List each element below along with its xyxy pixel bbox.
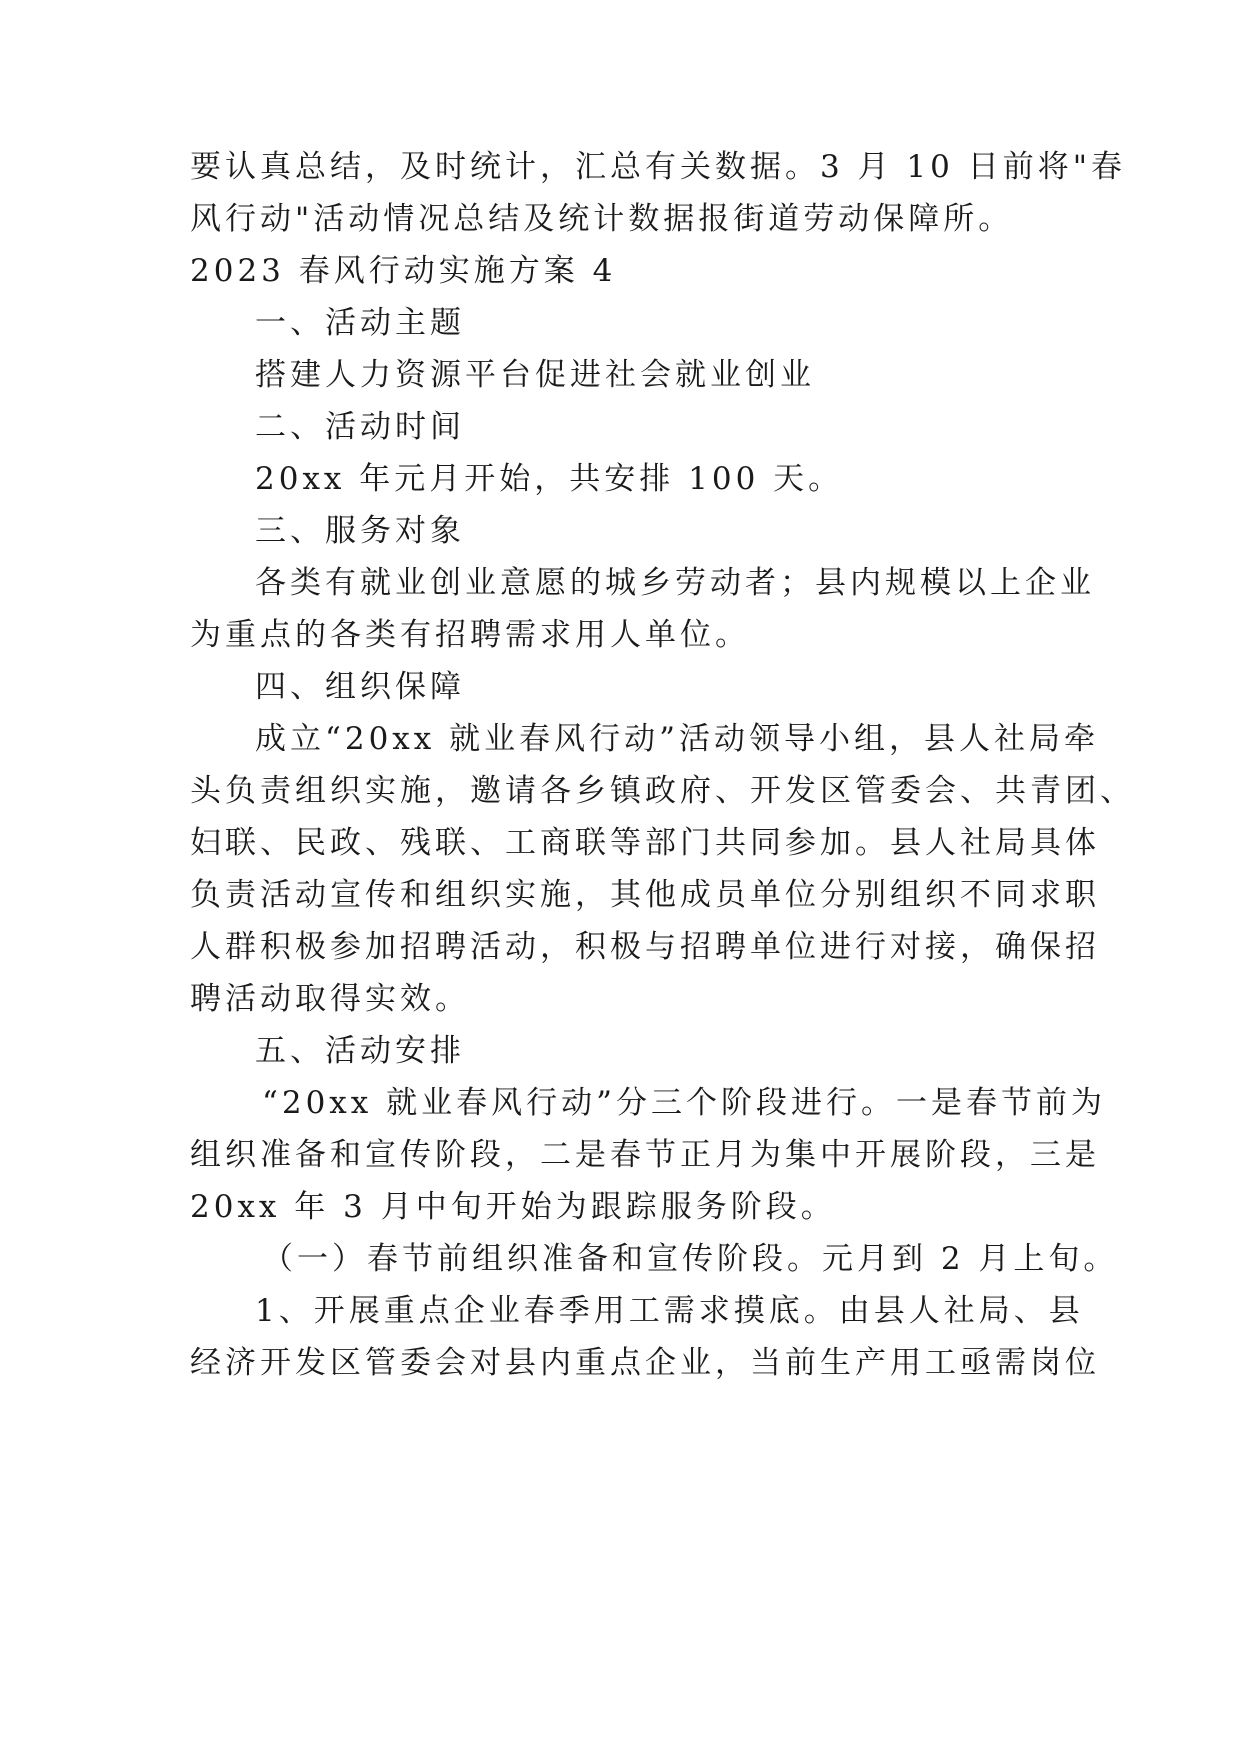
body-text-line: 妇联、民政、残联、工商联等部门共同参加。县人社局具体 [190,825,1100,861]
body-text-line: 经济开发区管委会对县内重点企业，当前生产用工亟需岗位 [190,1345,1100,1381]
heading-arrangement: 五、活动安排 [255,1033,465,1069]
body-text-line: 负责活动宣传和组织实施，其他成员单位分别组织不同求职 [190,877,1100,913]
body-text-line: 成立“20xx 就业春风行动”活动领导小组，县人社局牵 [255,721,1099,757]
body-text-line: 头负责组织实施，邀请各乡镇政府、开发区管委会、共青团、 [190,773,1135,809]
heading-target: 三、服务对象 [255,513,465,549]
body-text-line: 组织准备和宣传阶段，二是春节正月为集中开展阶段，三是 [190,1137,1100,1173]
body-text-line: 1、开展重点企业春季用工需求摸底。由县人社局、县 [255,1293,1084,1329]
body-text-line: 20xx 年 3 月中旬开始为跟踪服务阶段。 [190,1189,836,1225]
body-text-line: 各类有就业创业意愿的城乡劳动者；县内规模以上企业 [255,565,1095,601]
body-text-line: 风行动"活动情况总结及统计数据报街道劳动保障所。 [190,201,1014,237]
body-text-line: 搭建人力资源平台促进社会就业创业 [255,357,815,393]
body-text-line: 聘活动取得实效。 [190,981,470,1017]
heading-organization: 四、组织保障 [255,669,465,705]
heading-time: 二、活动时间 [255,409,465,445]
section-title: 2023 春风行动实施方案 4 [190,253,617,289]
body-text-line: 要认真总结，及时统计，汇总有关数据。3 月 10 日前将"春 [190,149,1126,185]
heading-theme: 一、活动主题 [255,305,465,341]
body-text-line: 人群积极参加招聘活动，积极与招聘单位进行对接，确保招 [190,929,1100,965]
subheading-stage-one: （一）春节前组织准备和宣传阶段。元月到 2 月上旬。 [262,1241,1119,1277]
body-text-line: “20xx 就业春风行动”分三个阶段进行。一是春节前为 [262,1085,1106,1121]
body-text-line: 20xx 年元月开始，共安排 100 天。 [255,461,844,497]
body-text-line: 为重点的各类有招聘需求用人单位。 [190,617,750,653]
